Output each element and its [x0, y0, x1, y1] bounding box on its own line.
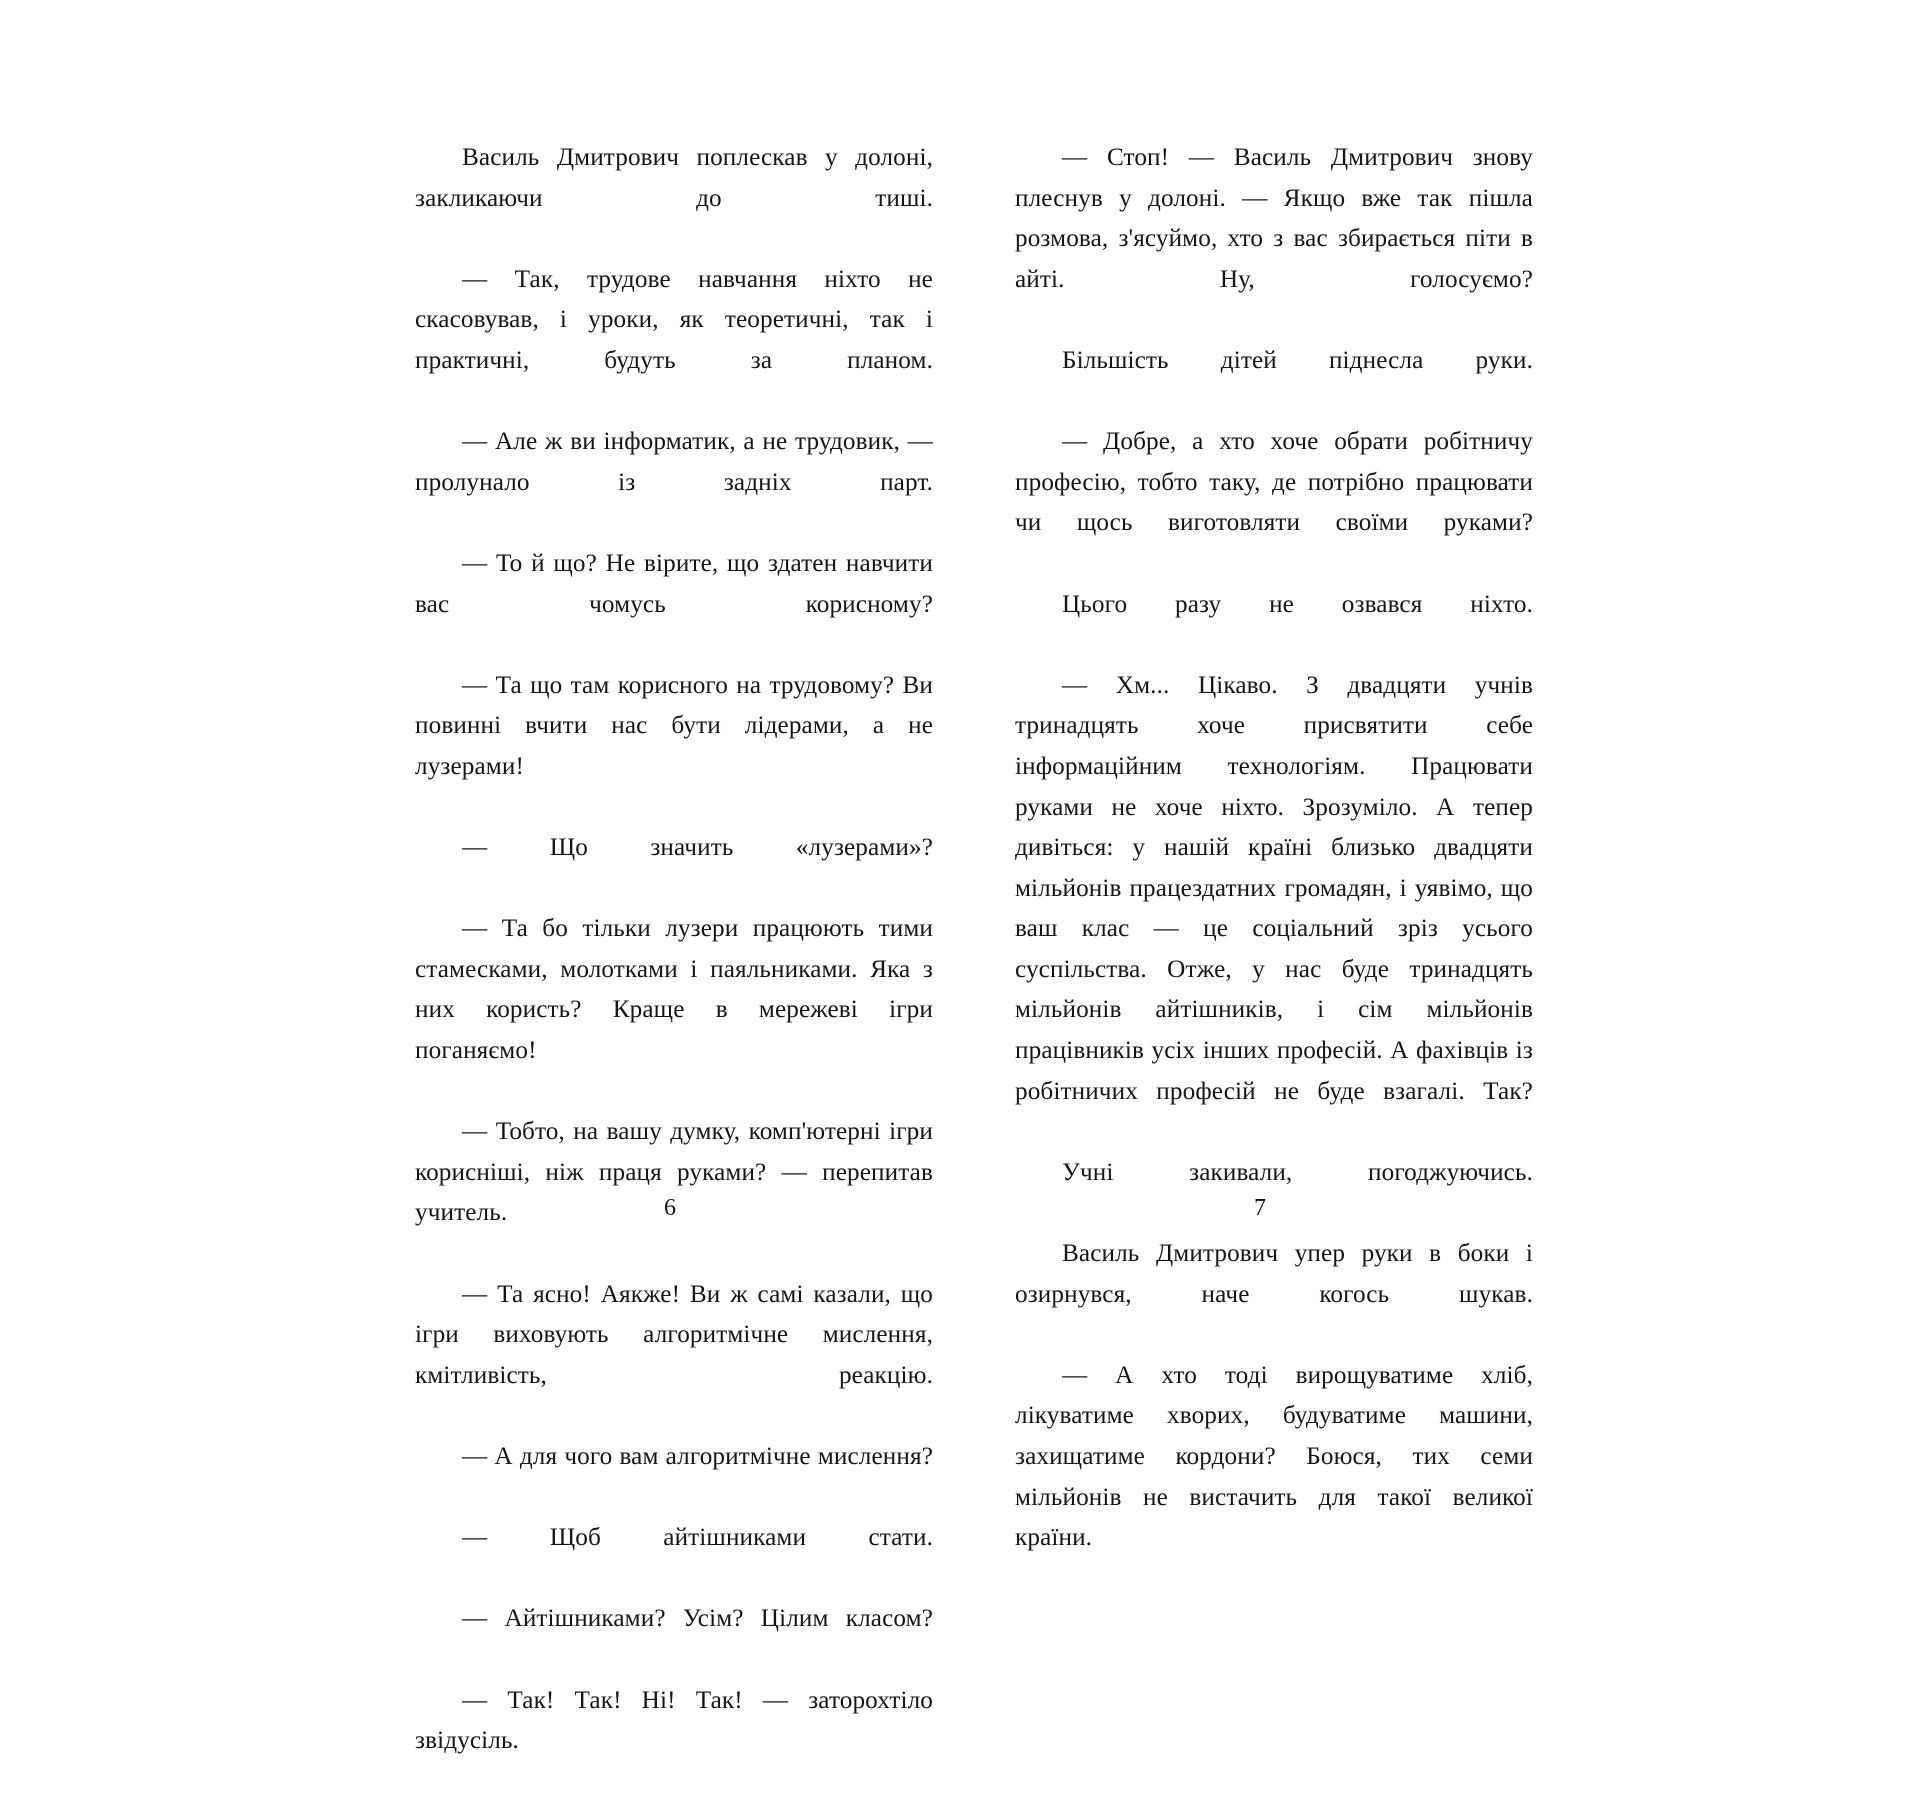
paragraph: Більшість дітей піднесла руки.	[1062, 346, 1533, 374]
paragraph: — Добре, а хто хоче обрати робітничу професію, тобто таку, де потрібно працювати чи щось виготовляти своїми руками?	[1015, 428, 1533, 537]
paragraph: — Що значить «лузерами»?	[462, 834, 933, 862]
paragraph: Цього разу не озвався ніхто.	[1062, 590, 1533, 618]
paragraph: — А хто тоді вирощуватиме хліб, лікуватиме хворих, будуватиме машини, захищатиме кордони? Боюся, тих семи мільйонів не вистачить для такої великої країни.	[1015, 1361, 1533, 1552]
paragraph: — Щоб айтішниками стати.	[462, 1524, 933, 1552]
paragraph: — Та бо тільки лузери працюють тими стамесками, молотками і паяльниками. Яка з них користь? Краще в мережеві ігри поганяємо!	[415, 915, 933, 1065]
paragraph: — Хм... Цікаво. З двадцяти учнів тринадцять хоче присвятити себе інформаційним технологіям. Працювати руками не хоче ніхто. Зрозуміло. А тепер дивіться: у нашій країні близько двадцяти мільйонів працездатних громадян, і уявімо, що ваш клас — це соціальний зріз усього суспільства. Отже, у нас буде тринадцять мільйонів айтішників, і сім мільйонів працівників усіх інших професій. А фахівців із робітничих професій не буде взагалі. Так?	[1015, 671, 1533, 1105]
paragraph: — Так, трудове навчання ніхто не скасовував, і уроки, як теоретичні, так і практичні, будуть за планом.	[415, 265, 933, 374]
paragraph: — Та що там корисного на трудовому? Ви повинні вчити нас бути лідерами, а не лузерами!	[415, 671, 933, 780]
page-left	[230, 0, 960, 1755]
paragraph: — Та ясно! Аякже! Ви ж самі казали, що ігри виховують алгоритмічне мислення, кмітливість, реакцію.	[415, 1280, 933, 1389]
paragraph: — Але ж ви інформатик, а не трудовик, — пролунало із задніх парт.	[415, 428, 933, 496]
paragraph: Василь Дмитрович поплескав у долоні, закликаючи до тиші.	[415, 144, 933, 212]
page-number-right: 7	[1254, 1195, 1266, 1221]
text-column-left	[415, 138, 933, 1802]
paragraph: — А для чого вам алгоритмічне мислення?	[462, 1443, 933, 1470]
paragraph: — Тобто, на вашу думку, комп'ютерні ігри корисніші, ніж праця руками? — перепитав учитель.	[415, 1118, 933, 1227]
text-column-right	[1015, 138, 1533, 1599]
page-right	[960, 0, 1690, 1552]
page-number-left: 6	[664, 1195, 676, 1221]
paragraph: Учні закивали, погоджуючись.	[1062, 1158, 1533, 1186]
paragraph: — То й що? Не вірите, що здатен навчити вас чомусь корисному?	[415, 549, 933, 618]
paragraph: Василь Дмитрович упер руки в боки і озирнувся, наче когось шукав.	[1015, 1240, 1533, 1308]
paragraph: — Айтішниками? Усім? Цілим класом?	[462, 1605, 933, 1633]
paragraph: — Стоп! — Василь Дмитрович знову плеснув у долоні. — Якщо вже так пішла розмова, з'ясуймо, хто з вас збирається піти в айті. Ну, голосуємо?	[1015, 144, 1533, 293]
paragraph: — Так! Так! Ні! Так! — заторохтіло звідусіль.	[415, 1686, 933, 1755]
